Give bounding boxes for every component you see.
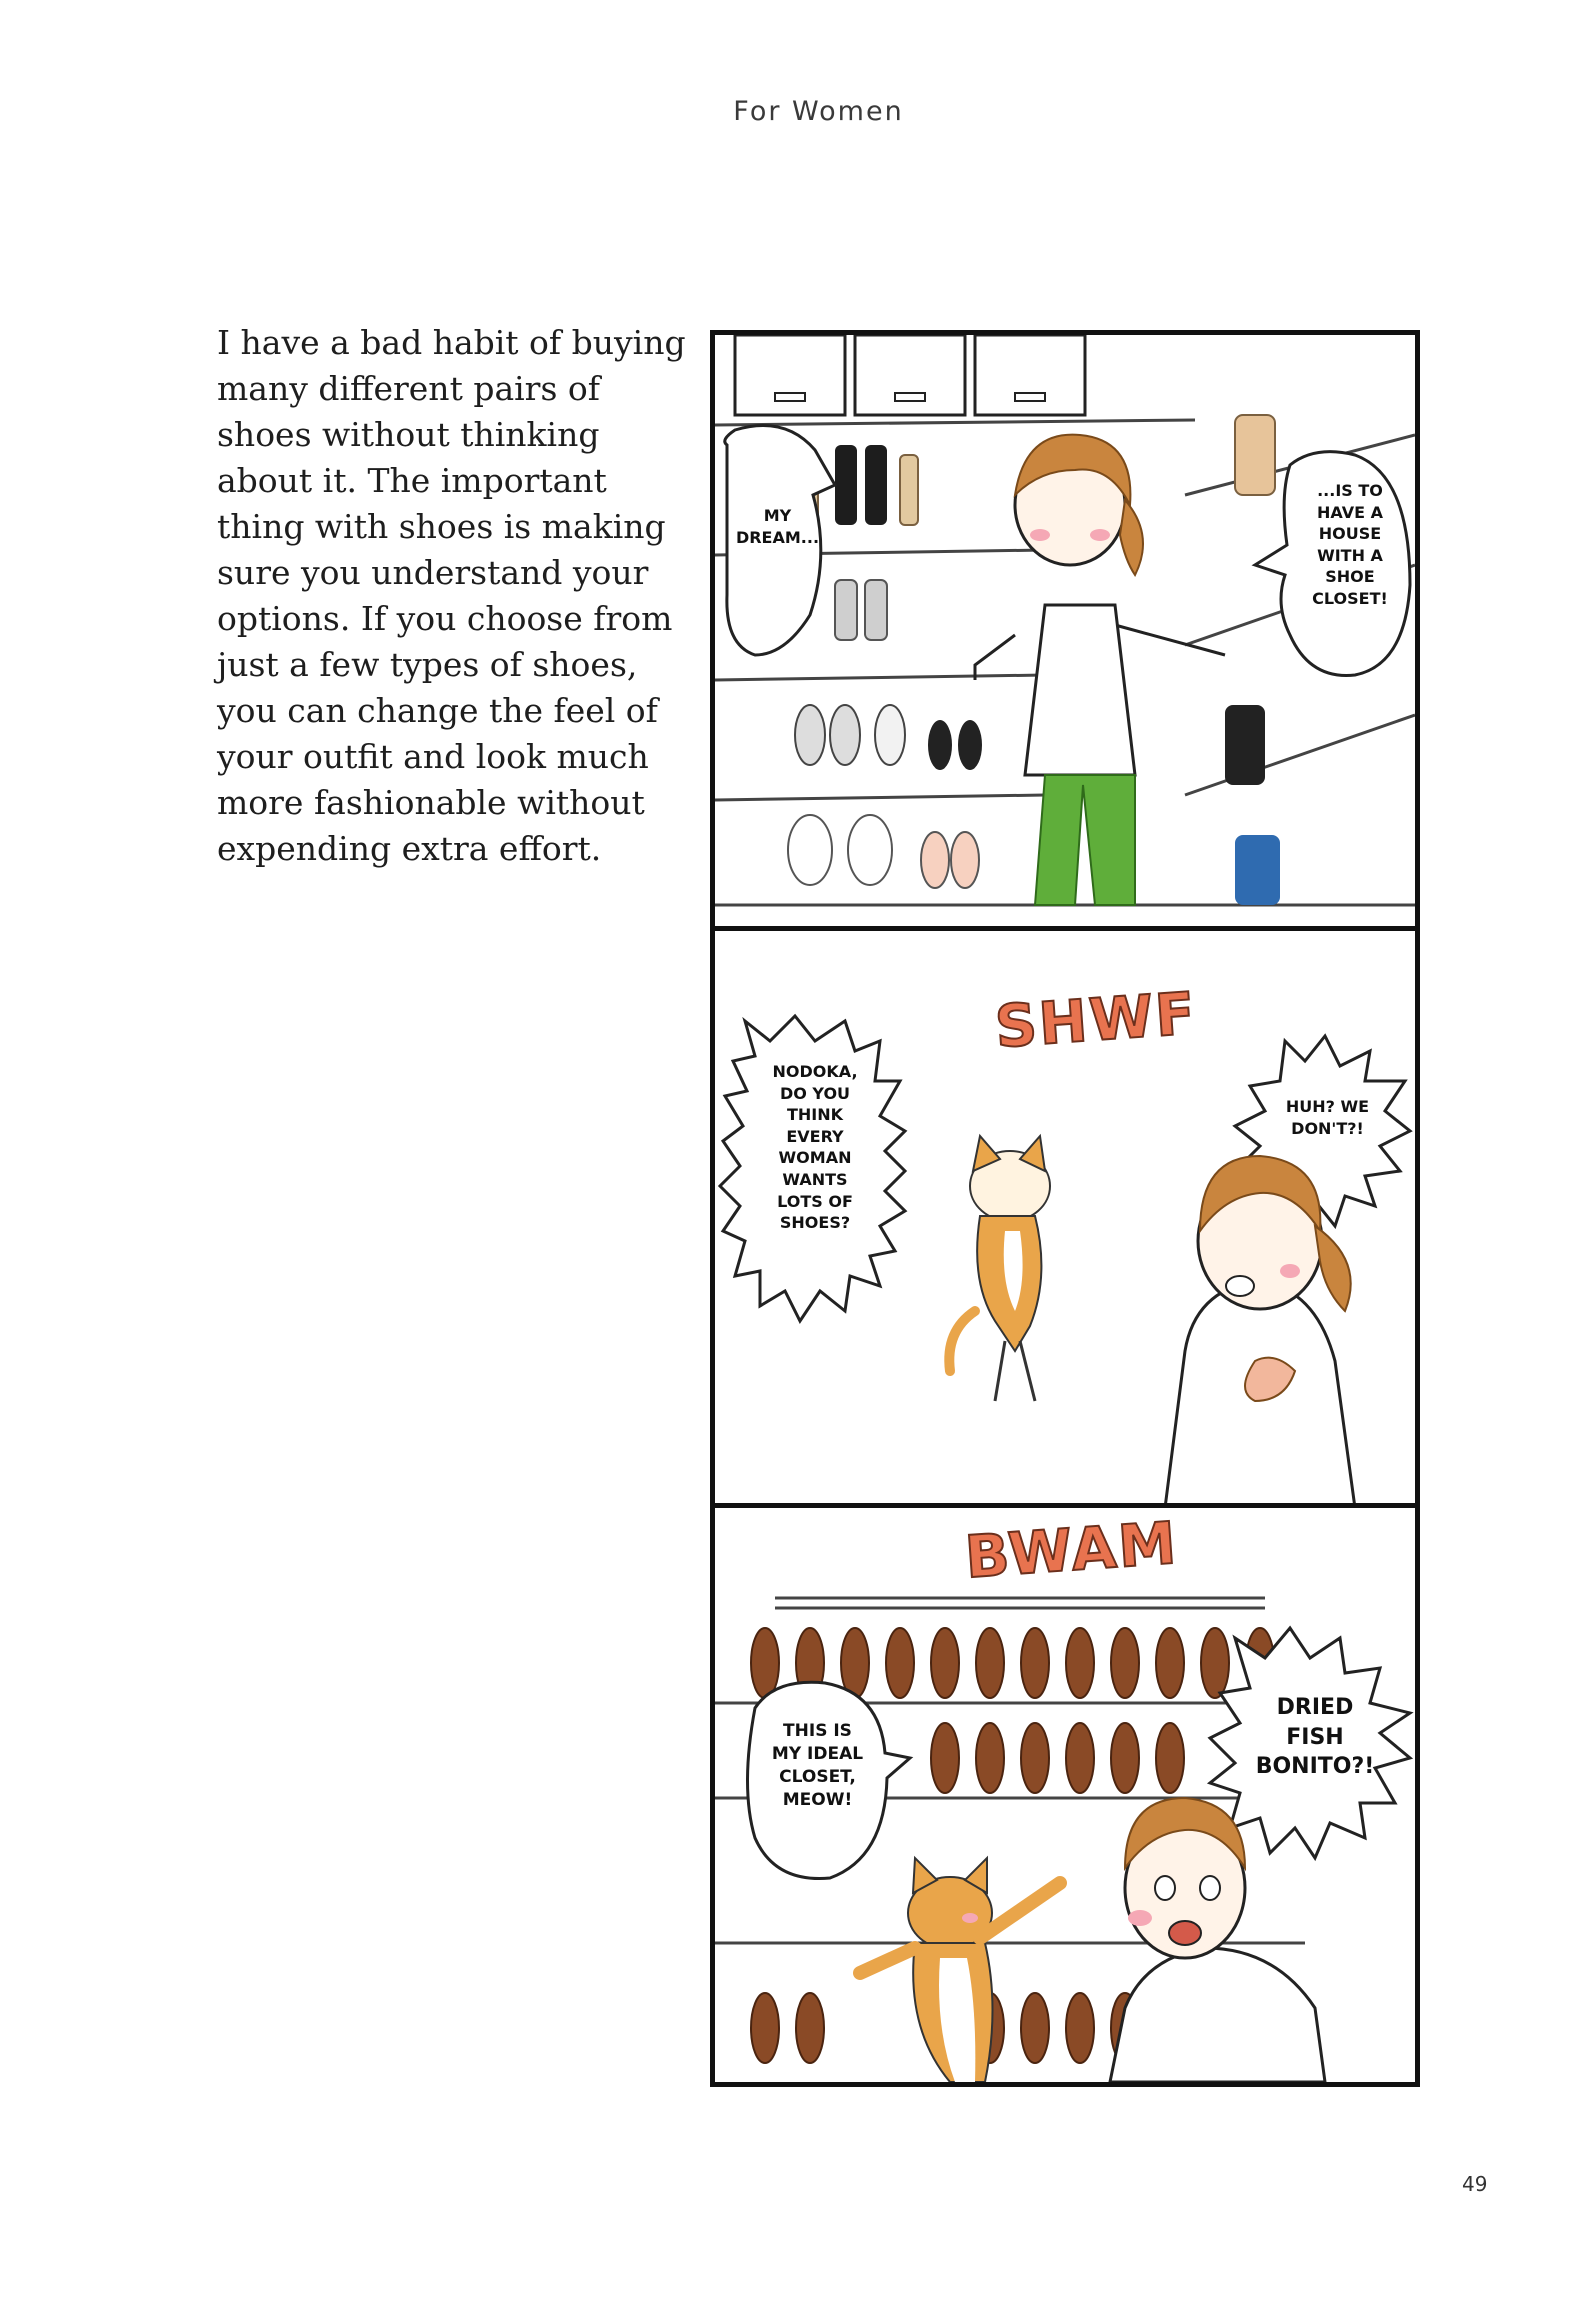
comic-panel-2 <box>715 931 1415 1508</box>
comic-panel-1 <box>715 335 1415 931</box>
panel-3-sfx: BWAM <box>962 1508 1181 1592</box>
panel-2-bubble-left: NODOKA, DO YOU THINK EVERY WOMAN WANTS LOTS OF SHOES? <box>772 1062 858 1233</box>
panel-1-illustration <box>715 335 1415 931</box>
body-paragraph: I have a bad habit of buying many different pairs of shoes without thinking about it. The important thing with shoes is making sure you understand your options. If you choose from just a few types of shoes, you can change the feel of your outfit and look much more fashionable without expending extra effort. <box>217 323 686 868</box>
comic-panel-3 <box>715 1508 1415 2082</box>
panel-3-bubble-left: THIS IS MY IDEAL CLOSET, MEOW! <box>771 1721 864 1810</box>
panel-2-bubble-right: HUH? WE DON'T?! <box>1285 1097 1370 1138</box>
panel-2-sfx: SHWF <box>992 979 1200 1061</box>
page-number: 49 <box>1462 2172 1488 2196</box>
panel-3-bubble-right: DRIED FISH BONITO?! <box>1255 1695 1375 1780</box>
comic-strip <box>710 330 1420 2087</box>
page-header: For Women <box>733 96 904 127</box>
panel-1-bubble-left: MY DREAM... <box>735 506 820 547</box>
panel-1-bubble-right: ...IS TO HAVE A HOUSE WITH A SHOE CLOSET! <box>1312 481 1388 608</box>
